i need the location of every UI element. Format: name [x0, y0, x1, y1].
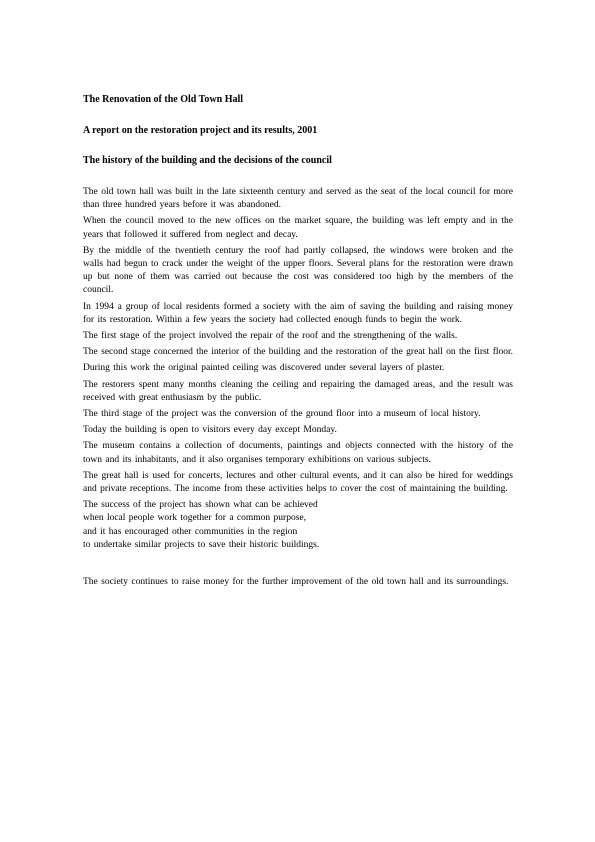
paragraph: The museum contains a collection of documents, paintings and objects connected with the history of the town and its inhabitants, and it also organises temporary exhibitions on various subjects.	[83, 441, 513, 465]
paragraph: The first stage of the project involved the repair of the roof and the strengthening of the walls.	[83, 331, 458, 342]
paragraph: The great hall is used for concerts, lectures and other cultural events, and it can also be hired for weddings and private receptions. The income from these activities helps to cover the cost of maintaining the building.	[83, 470, 513, 495]
closing-line: The society continues to raise money for the further improvement of the old town hall and its surroundings.	[83, 577, 509, 588]
paragraph: when local people work together for a common purpose,	[83, 513, 307, 524]
paragraph: The success of the project has shown what can be achieved	[83, 500, 318, 511]
document-title: The Renovation of the Old Town Hall	[83, 94, 244, 105]
paragraph: The old town hall was built in the late sixteenth century and served as the seat of the local council for more than three hundred years before it was abandoned.	[83, 187, 513, 211]
paragraph: Today the building is open to visitors every day except Monday.	[83, 425, 337, 436]
document-body	[83, 94, 513, 592]
paragraph: When the council moved to the new offices on the market square, the building was left empty and in the years that followed it suffered from neglect and decay.	[83, 216, 513, 240]
paragraph: The restorers spent many months cleaning the ceiling and repairing the damaged areas, and the result was received with great enthusiasm by the public.	[83, 379, 513, 403]
paragraph: The second stage concerned the interior of the building and the restoration of the great hall on the first floor.	[83, 347, 514, 358]
document-subtitle: A report on the restoration project and its results, 2001	[83, 125, 318, 136]
paragraph: The third stage of the project was the conversion of the ground floor into a museum of local history.	[83, 409, 481, 420]
paragraph: In 1994 a group of local residents formed a society with the aim of saving the building and raising money for its restoration. Within a few years the society had collected enough funds to begin the work.	[83, 301, 513, 325]
paragraph: By the middle of the twentieth century the roof had partly collapsed, the windows were broken and the walls had begun to crack under the weight of the upper floors. Several plans for the restoration were drawn up but none of them was carried out because the cost was considered too high by the members of the council.	[83, 245, 513, 296]
paragraph: During this work the original painted ceiling was discovered under several layers of plaster.	[83, 363, 445, 374]
paragraph: to undertake similar projects to save their historic buildings.	[83, 539, 320, 550]
section-heading: The history of the building and the decisions of the council	[83, 155, 332, 166]
paragraph: and it has encouraged other communities in the region	[83, 526, 298, 537]
